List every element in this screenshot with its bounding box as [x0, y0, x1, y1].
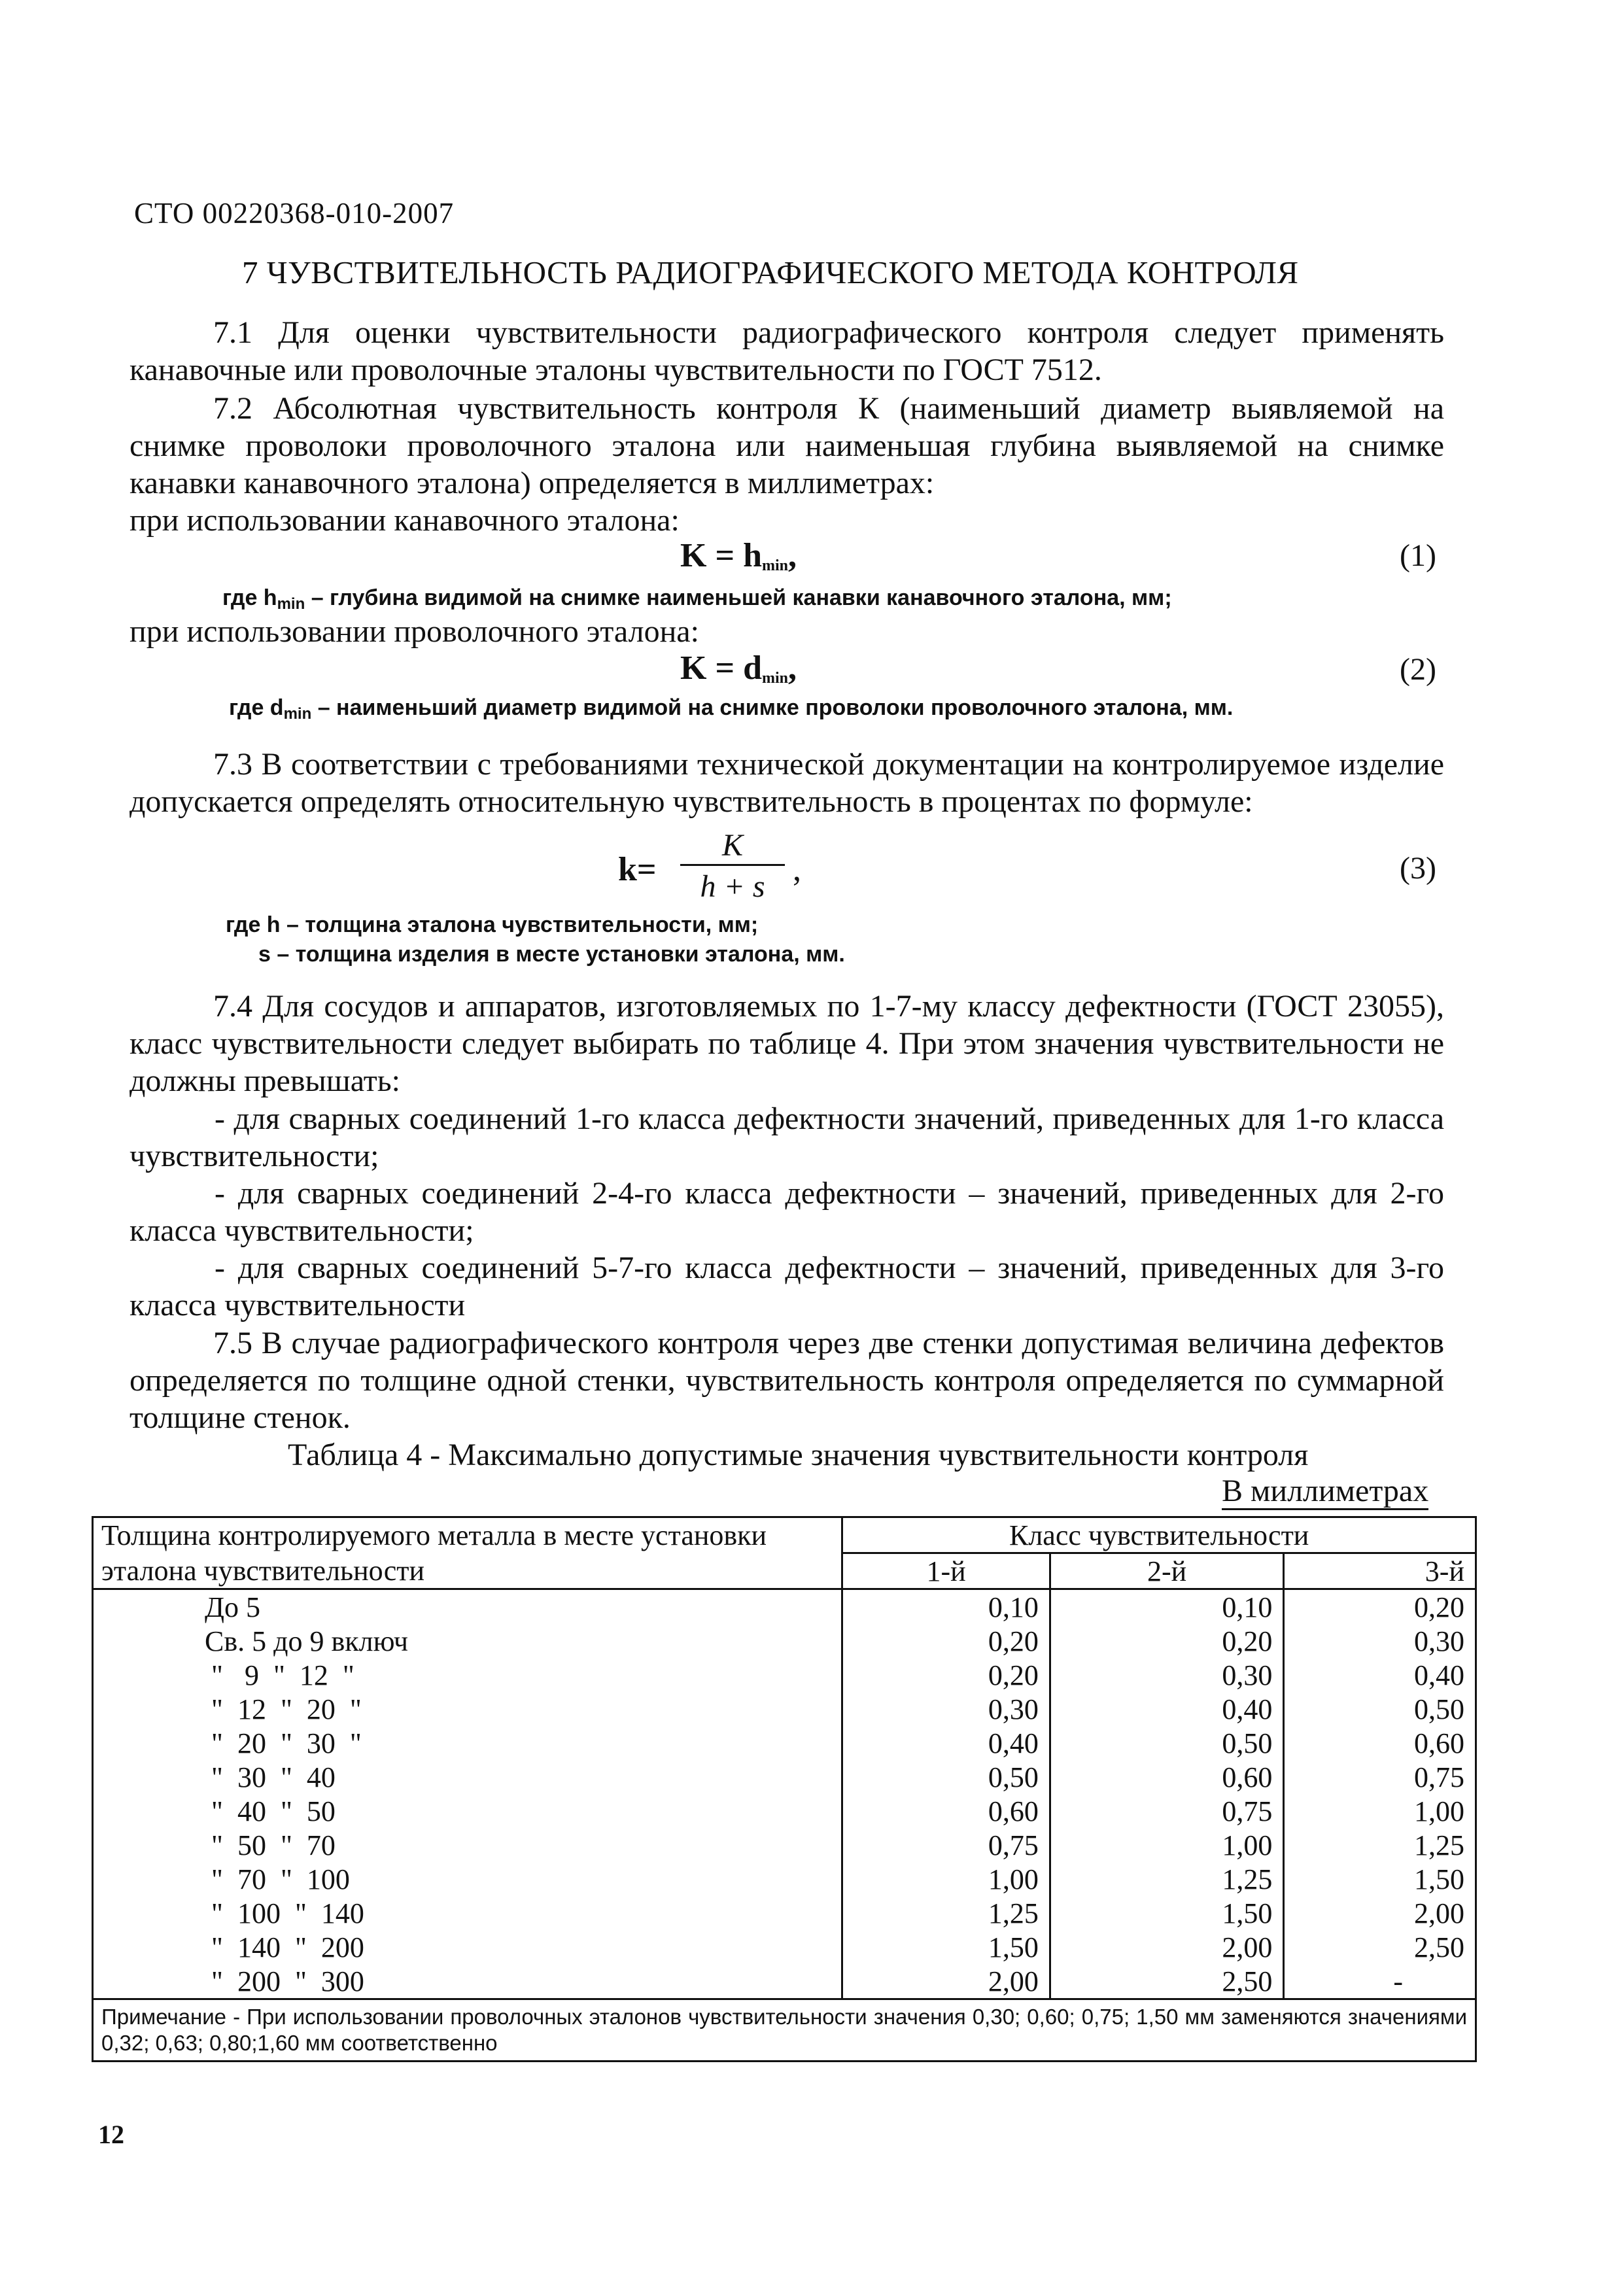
row-class-1: 1,50	[842, 1930, 1050, 1964]
list-item-3	[130, 1249, 1444, 1324]
paragraph-7-2	[130, 390, 1444, 502]
formula-1-number: (1)	[1400, 538, 1436, 573]
table-header-row-2	[93, 1553, 1476, 1589]
row-thickness: " 50 " 70	[93, 1828, 842, 1862]
row-class-1: 0,50	[842, 1760, 1050, 1794]
header-class: Класс чувствительности	[842, 1517, 1476, 1553]
table-row	[93, 1964, 1476, 1999]
formula-2-lhs: K = d	[680, 649, 762, 687]
row-class-3: 0,50	[1284, 1692, 1476, 1726]
paragraph-7-3-text: 7.3 В соответствии с требованиями технической документации на контролируемое изделие допускается определять относительную чувствительность в процентах по формуле:	[130, 747, 1444, 819]
table-row	[93, 1692, 1476, 1726]
table-row	[93, 1794, 1476, 1828]
formula-1-lhs: K = h	[680, 537, 762, 574]
section-title: 7 ЧУВСТВИТЕЛЬНОСТЬ РАДИОГРАФИЧЕСКОГО МЕТОДА КОНТРОЛЯ	[242, 254, 1299, 290]
paragraph-7-5-text: 7.5 В случае радиографического контроля через две стенки допустимая величина дефектов определяется по толщине одной стенки, чувствительность контроля определяется по суммарной толщине стенок.	[130, 1326, 1444, 1435]
row-thickness: " 12 " 20 "	[93, 1692, 842, 1726]
row-class-3: 0,30	[1284, 1624, 1476, 1658]
row-class-3: 0,20	[1284, 1589, 1476, 1625]
row-class-2: 0,60	[1050, 1760, 1283, 1794]
row-class-3: 1,50	[1284, 1862, 1476, 1896]
row-class-1: 0,60	[842, 1794, 1050, 1828]
row-class-3: 1,00	[1284, 1794, 1476, 1828]
table-row	[93, 1658, 1476, 1692]
row-thickness: " 100 " 140	[93, 1896, 842, 1930]
paragraph-7-1-text: 7.1 Для оценки чувствительности радиографического контроля следует применять канавочные или проволочные эталоны чувствительности по ГОСТ 7512.	[130, 315, 1444, 387]
page-number: 12	[98, 2120, 124, 2149]
header-thickness-line2: эталона чувствительности	[93, 1553, 842, 1589]
row-class-1: 0,20	[842, 1624, 1050, 1658]
row-class-2: 0,30	[1050, 1658, 1283, 1692]
row-thickness: " 30 " 40	[93, 1760, 842, 1794]
list-item-2-text: - для сварных соединений 2-4-го класса дефектности – значений, приведенных для 2-го класса чувствительности;	[130, 1176, 1444, 1248]
formula-2-where-subscript: min	[283, 705, 312, 723]
formula-2-intro: при использовании проволочного эталона:	[130, 614, 699, 649]
formula-1-tail: ,	[788, 537, 797, 574]
paragraph-7-2-text: 7.2 Абсолютная чувствительность контроля К (наименьший диаметр выявляемой на снимке проволоки проволочного эталона или наименьшая глубина выявляемой на снимке канавки канавочного эталона) определяется в миллиметрах:	[130, 391, 1444, 500]
row-class-3: 2,00	[1284, 1896, 1476, 1930]
paragraph-7-3	[130, 746, 1444, 820]
row-thickness: " 20 " 30 "	[93, 1726, 842, 1760]
formula-3-lhs: k=	[618, 851, 657, 888]
row-class-2: 1,00	[1050, 1828, 1283, 1862]
formula-1-intro: при использовании канавочного эталона:	[130, 503, 680, 538]
row-class-3: 0,40	[1284, 1658, 1476, 1692]
row-class-1: 0,40	[842, 1726, 1050, 1760]
formula-2-tail: ,	[788, 649, 797, 687]
paragraph-7-4	[130, 988, 1444, 1099]
list-item-2	[130, 1175, 1444, 1249]
row-class-1: 0,30	[842, 1692, 1050, 1726]
row-thickness: " 70 " 100	[93, 1862, 842, 1896]
formula-3-where-h: где h – толщина эталона чувствительности, мм;	[226, 912, 759, 937]
row-class-1: 2,00	[842, 1964, 1050, 1999]
row-class-2: 0,40	[1050, 1692, 1283, 1726]
row-thickness: " 40 " 50	[93, 1794, 842, 1828]
paragraph-7-5	[130, 1324, 1444, 1436]
row-class-3: 0,75	[1284, 1760, 1476, 1794]
header-class-1: 1-й	[842, 1553, 1050, 1589]
sensitivity-table	[92, 1516, 1477, 2062]
formula-2-where-symbol: где d	[229, 695, 284, 720]
formula-2-where	[229, 695, 1233, 723]
formula-2-subscript: min	[762, 670, 789, 687]
paragraph-7-1	[130, 314, 1444, 388]
row-thickness: До 5	[93, 1589, 842, 1625]
table-row	[93, 1589, 1476, 1625]
row-class-2: 2,00	[1050, 1930, 1283, 1964]
row-class-3: -	[1284, 1964, 1476, 1999]
table-row	[93, 1862, 1476, 1896]
formula-2-number: (2)	[1400, 652, 1436, 687]
table-row	[93, 1828, 1476, 1862]
list-item-1	[130, 1100, 1444, 1175]
list-item-1-text: - для сварных соединений 1-го класса дефектности значений, приведенных для 1-го класса чувствительности;	[130, 1101, 1444, 1173]
formula-1-where-text: – глубина видимой на снимке наименьшей канавки канавочного эталона, мм;	[305, 585, 1172, 610]
row-class-2: 0,75	[1050, 1794, 1283, 1828]
row-class-3: 1,25	[1284, 1828, 1476, 1862]
table-row	[93, 1930, 1476, 1964]
row-class-2: 0,20	[1050, 1624, 1283, 1658]
header-thickness-line1: Толщина контролируемого металла в месте установки	[93, 1517, 842, 1553]
row-thickness: " 200 " 300	[93, 1964, 842, 1999]
formula-1-where	[222, 585, 1172, 613]
row-thickness: " 140 " 200	[93, 1930, 842, 1964]
formula-3-number: (3)	[1400, 851, 1436, 886]
table-note-row	[93, 1999, 1476, 2062]
fraction-bar	[680, 864, 785, 866]
row-class-1: 1,00	[842, 1862, 1050, 1896]
table-row	[93, 1726, 1476, 1760]
formula-1	[680, 536, 797, 575]
formula-3-tail: ,	[793, 851, 801, 888]
header-class-2: 2-й	[1050, 1553, 1283, 1589]
formula-2-where-text: – наименьший диаметр видимой на снимке проволоки проволочного эталона, мм.	[311, 695, 1234, 720]
row-class-2: 0,10	[1050, 1589, 1283, 1625]
table-row	[93, 1760, 1476, 1794]
formula-3-numerator: K	[721, 828, 743, 863]
paragraph-7-4-text: 7.4 Для сосудов и аппаратов, изготовляемых по 1-7-му классу дефектности (ГОСТ 23055), класс чувствительности следует выбирать по таблице 4. При этом значения чувствительности не должны превышать:	[130, 989, 1444, 1098]
formula-1-subscript: min	[762, 557, 789, 574]
row-class-1: 0,10	[842, 1589, 1050, 1625]
row-thickness: " 9 " 12 "	[93, 1658, 842, 1692]
table-note: Примечание - При использовании проволочных эталонов чувствительности значения 0,30; 0,60; 0,75; 1,50 мм заменяются значениями 0,32; 0,63; 0,80;1,60 мм соответственно	[93, 1999, 1476, 2062]
row-class-1: 1,25	[842, 1896, 1050, 1930]
row-class-2: 1,50	[1050, 1896, 1283, 1930]
row-class-2: 1,25	[1050, 1862, 1283, 1896]
formula-2	[680, 649, 797, 687]
row-thickness: Св. 5 до 9 включ	[93, 1624, 842, 1658]
formula-1-where-subscript: min	[277, 595, 305, 613]
row-class-3: 2,50	[1284, 1930, 1476, 1964]
table-row	[93, 1624, 1476, 1658]
row-class-3: 0,60	[1284, 1726, 1476, 1760]
document-code: СТО 00220368-010-2007	[134, 197, 455, 230]
row-class-2: 0,50	[1050, 1726, 1283, 1760]
formula-1-where-symbol: где h	[222, 585, 277, 610]
formula-3-fraction	[674, 827, 791, 905]
header-class-3: 3-й	[1284, 1553, 1476, 1589]
table-header-row-1	[93, 1517, 1476, 1553]
row-class-2: 2,50	[1050, 1964, 1283, 1999]
table-caption: Таблица 4 - Максимально допустимые значения чувствительности контроля	[288, 1438, 1309, 1472]
row-class-1: 0,75	[842, 1828, 1050, 1862]
row-class-1: 0,20	[842, 1658, 1050, 1692]
formula-3-denominator: h + s	[700, 869, 765, 904]
table-units: В миллиметрах	[1222, 1474, 1428, 1510]
formula-3-where-s: s – толщина изделия в месте установки эталона, мм.	[258, 942, 845, 967]
table-row	[93, 1896, 1476, 1930]
list-item-3-text: - для сварных соединений 5-7-го класса дефектности – значений, приведенных для 3-го класса чувствительности	[130, 1251, 1444, 1322]
